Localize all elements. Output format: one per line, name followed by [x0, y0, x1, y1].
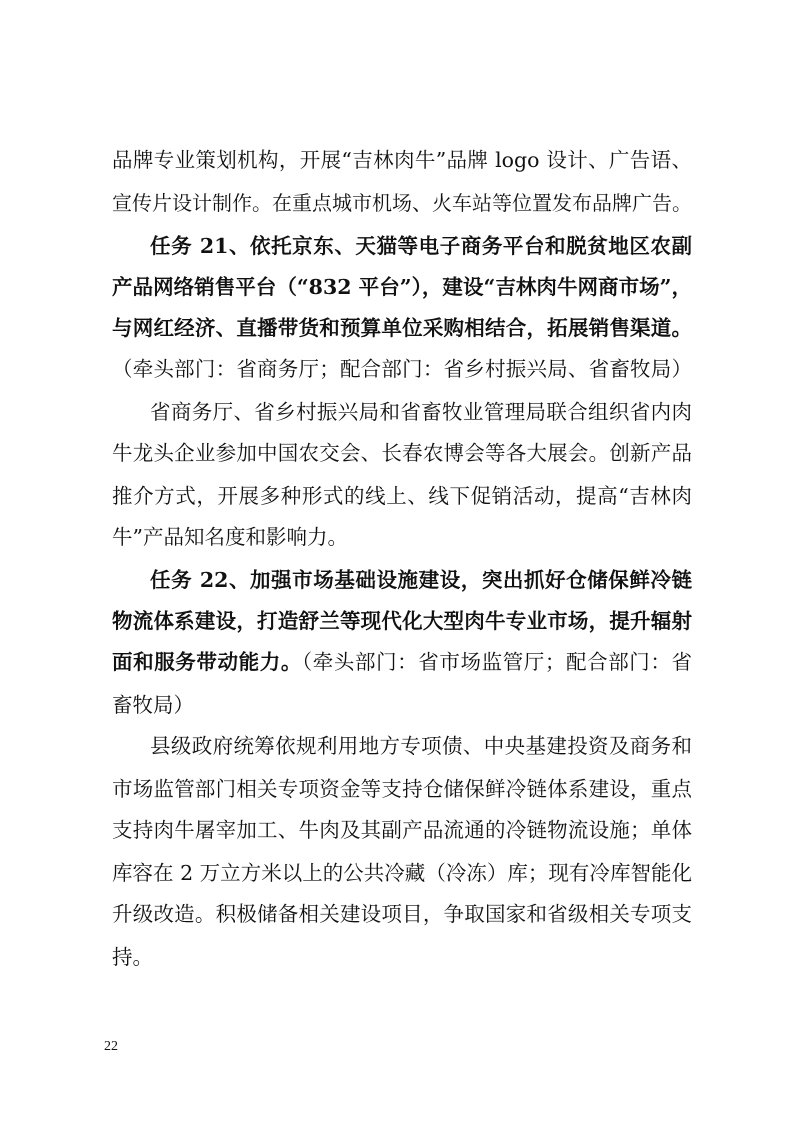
responsible-dept-line: 畜牧局） — [112, 693, 194, 717]
task-heading-line: 与网红经济、直播带货和预算单位采购相结合，拓展销售渠道。 — [112, 316, 692, 340]
task-heading-line — [112, 647, 692, 677]
responsible-dept-text: （牵头部门：省市场监管厅；配合部门：省 — [301, 650, 693, 674]
text-line: 市场监管部门相关专项资金等支持仓储保鲜冷链体系建设，重点 — [112, 777, 692, 801]
text-line: 县级政府统筹依规利用地方专项债、中央基建投资及商务和 — [150, 734, 692, 758]
text-line: 省商务厅、省乡村振兴局和省畜牧业管理局联合组织省内肉 — [150, 400, 692, 424]
text-line: 牛”产品知名度和影响力。 — [112, 525, 348, 549]
task-heading-line: 产品网络销售平台（“832 平台”），建设“吉林肉牛网商市场”， — [112, 275, 692, 299]
task-heading-line: 任务 21、依托京东、天猫等电子商务平台和脱贫地区农副 — [150, 234, 692, 258]
text-line: 持。 — [112, 945, 153, 969]
responsible-dept-line: （牵头部门：省商务厅；配合部门：省乡村振兴局、省畜牧局） — [112, 357, 692, 381]
text-line: 支持肉牛屠宰加工、牛肉及其副产品流通的冷链物流设施；单体 — [112, 818, 692, 842]
text-line: 推介方式，开展多种形式的线上、线下促销活动，提高“吉林肉 — [112, 484, 692, 508]
text-line: 升级改造。积极储备相关建设项目，争取国家和省级相关专项支 — [112, 902, 692, 926]
text-line: 牛龙头企业参加中国农交会、长春农博会等各大展会。创新产品 — [112, 441, 692, 465]
task-heading-end: 面和服务带动能力。 — [112, 650, 302, 674]
text-line: 品牌专业策划机构，开展“吉林肉牛”品牌 logo 设计、广告语、 — [112, 148, 692, 172]
text-line: 宣传片设计制作。在重点城市机场、火车站等位置发布品牌广告。 — [112, 191, 692, 215]
page-number: 22 — [104, 1039, 118, 1054]
task-heading-line: 任务 22、加强市场基础设施建设，突出抓好仓储保鲜冷链 — [150, 568, 692, 592]
task-heading-line: 物流体系建设，打造舒兰等现代化大型肉牛专业市场，提升辐射 — [112, 609, 692, 633]
text-line: 库容在 2 万立方米以上的公共冷藏（冷冻）库；现有冷库智能化 — [112, 861, 692, 885]
